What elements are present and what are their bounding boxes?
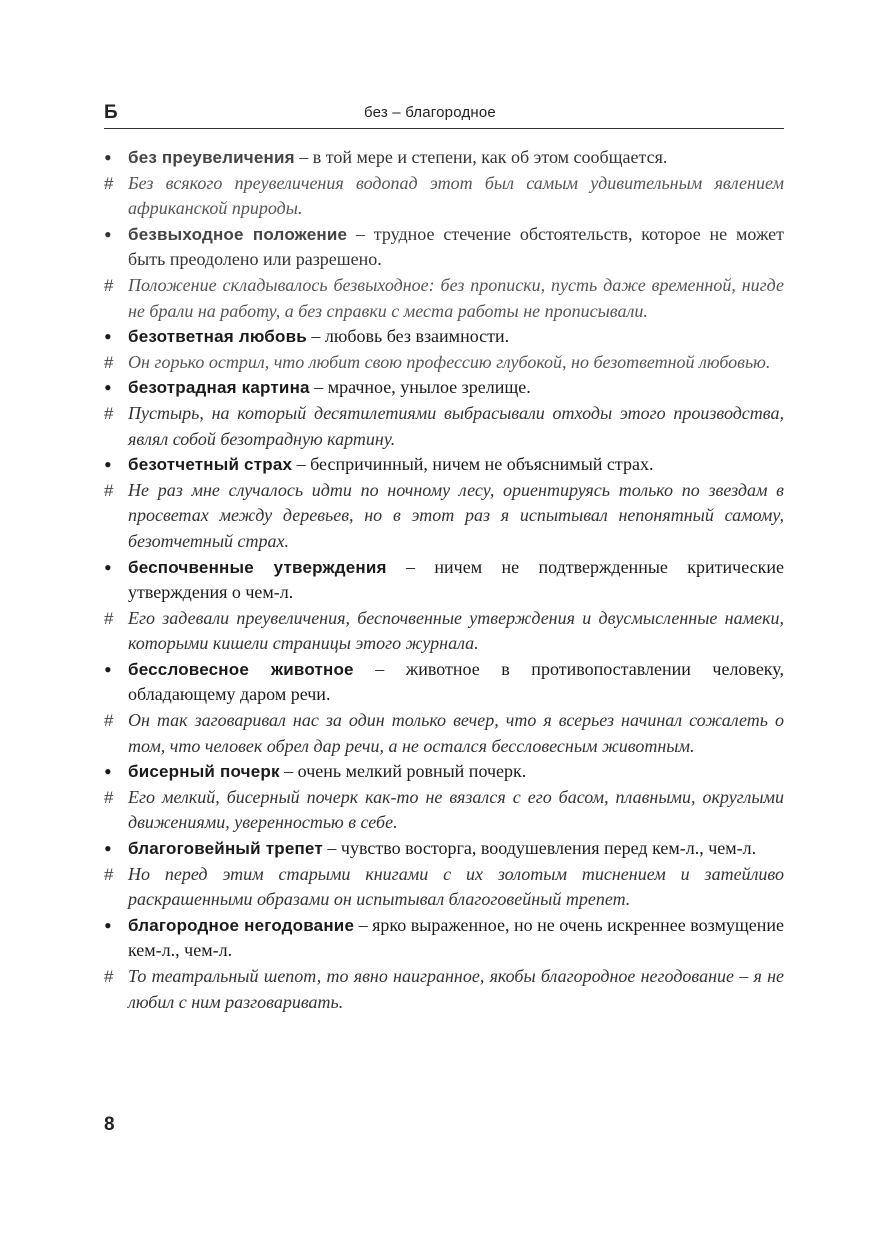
hash-icon: #	[104, 480, 114, 500]
entry-definition: – очень мелкий ровный почерк.	[279, 761, 527, 782]
hash-icon: #	[104, 864, 114, 884]
example-text: Его задевали преувеличения, беспочвенные утверждения и двусмысленные намеки, которыми кишели страницы этого журнала.	[128, 607, 784, 654]
entry-row	[104, 375, 784, 401]
bullet-icon: •	[104, 656, 112, 682]
entry-definition: – ярко выраженное, но не очень искреннее возмущение кем-л., чем-л.	[128, 914, 785, 961]
entry-row	[104, 555, 784, 606]
entry-row	[104, 324, 784, 350]
page-range-title: без – благородное	[364, 104, 496, 121]
bullet-icon: •	[104, 375, 112, 401]
running-header	[104, 100, 784, 129]
entry-term: беспочвенные утверждения	[128, 557, 387, 577]
entry-term: благородное негодование	[128, 915, 355, 935]
entry-term: безотчетный страх	[128, 455, 293, 475]
example-row	[104, 862, 784, 913]
page-number: 8	[104, 1114, 115, 1135]
example-text: Положение складывалось безвыходное: без прописки, пусть даже временной, нигде не брали на работу, а без справки с места работы не прописывали.	[128, 274, 784, 321]
bullet-icon: •	[104, 759, 112, 785]
example-row	[104, 350, 784, 376]
entry-row	[104, 657, 784, 708]
example-row	[104, 171, 784, 222]
hash-icon: #	[104, 608, 114, 628]
hash-icon: #	[104, 967, 114, 986]
entry-term: благоговейный трепет	[128, 839, 323, 859]
entry-term: безвыходное положение	[128, 224, 348, 244]
bullet-icon: •	[104, 452, 112, 478]
entry-term: бессловесное животное	[128, 659, 354, 679]
bullet-icon: •	[104, 912, 112, 938]
example-row	[104, 785, 784, 836]
bullet-icon: •	[104, 324, 112, 350]
entry-definition: – трудное стечение обстоятельств, которое не может быть преодолено или разрешено.	[128, 223, 784, 270]
entry-definition: – любовь без взаимности.	[306, 326, 510, 347]
example-text: Не раз мне случалось идти по ночному лесу, ориентируясь только по звездам в просветах между деревьев, но в этот раз я испытывал непонятный самому, безотчетный страх.	[128, 479, 784, 551]
hash-icon: #	[104, 403, 114, 423]
entry-definition: – мрачное, унылое зрелище.	[309, 377, 531, 398]
entry-definition: – ничем не подтвержденные критические утверждения о чем-л.	[128, 556, 785, 603]
example-text: Он горько острил, что любит свою профессию глубокой, но безответной любовью.	[128, 351, 771, 372]
entry-row	[104, 913, 784, 964]
example-row	[104, 273, 784, 324]
hash-icon: #	[104, 352, 114, 372]
entry-definition: – животное в противопоставлении человеку, обладающему даром речи.	[128, 658, 784, 705]
example-row	[104, 708, 784, 759]
entry-row	[104, 222, 784, 273]
example-row	[104, 478, 784, 555]
example-row	[104, 964, 784, 1015]
section-letter: Б	[104, 102, 118, 123]
entry-row	[104, 836, 784, 862]
example-text: Он так заговаривал нас за один только вечер, что я всерьез начинал сожалеть о том, что человек обрел дар речи, а не остался бессловесным животным.	[128, 710, 784, 756]
example-text: Его мелкий, бисерный почерк как-то не вязался с его басом, плавными, округлыми движениями, уверенностью в себе.	[128, 786, 784, 833]
entry-definition: – чувство восторга, воодушевления перед кем-л., чем-л.	[322, 838, 757, 859]
example-text: Но перед этим старыми книгами с их золотым тиснением и затейливо раскрашенными образами он испытывал благоговейный трепет.	[128, 863, 784, 910]
entry-term: безотрадная картина	[128, 378, 310, 398]
entry-term: безответная любовь	[128, 327, 307, 347]
hash-icon: #	[104, 275, 114, 295]
hash-icon: #	[104, 173, 114, 193]
entry-definition: – беспричинный, ничем не объяснимый страх.	[292, 454, 654, 475]
example-text: Без всякого преувеличения водопад этот был самым удивительным явлением африканской природы.	[128, 172, 784, 219]
example-text: То театральный шепот, то явно наигранное, якобы благородное негодование – я не любил с ним разговаривать.	[128, 966, 784, 1012]
entry-row	[104, 452, 784, 478]
hash-icon: #	[104, 711, 114, 731]
bullet-icon: •	[104, 221, 112, 247]
entry-definition: – в той мере и степени, как об этом сообщается.	[294, 147, 668, 167]
example-row	[104, 606, 784, 657]
bullet-icon: •	[104, 145, 112, 170]
entry-row	[104, 759, 784, 785]
entry-term: без преувеличения	[128, 148, 295, 167]
entry-row	[104, 145, 784, 171]
bullet-icon: •	[104, 836, 112, 862]
entry-term: бисерный почерк	[128, 762, 280, 782]
bullet-icon: •	[104, 554, 112, 580]
dictionary-entries	[104, 145, 784, 1015]
example-row	[104, 401, 784, 452]
example-text: Пустырь, на который десятилетиями выбрасывали отходы этого производства, являл собой безотрадную картину.	[128, 402, 784, 449]
hash-icon: #	[104, 787, 114, 807]
